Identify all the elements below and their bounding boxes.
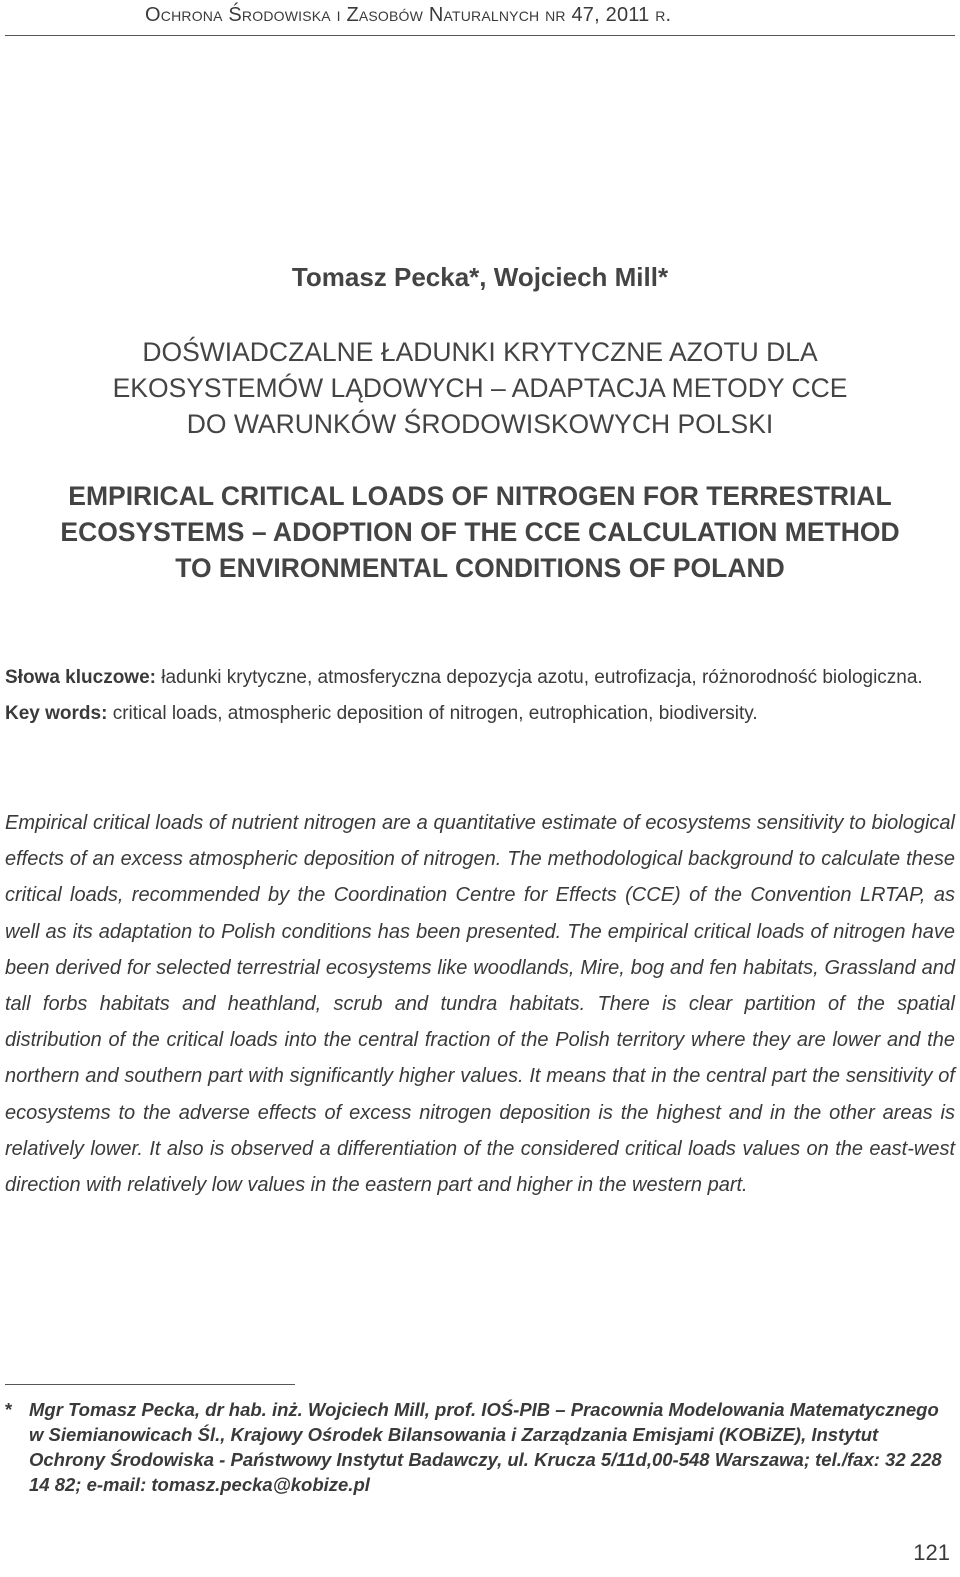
abstract: Empirical critical loads of nutrient nitrogen are a quantitative estimate of ecosystems sensitivity to biological effects of an excess atmospheric deposition of nitrogen. The methodological background to calculate these critical loads, recommended by the Coordination Centre for Effects (CCE) of the Convention LRTAP, as well as its adaptation to Polish conditions has been presented. The empirical critical loads of nitrogen have been derived for selected terrestrial ecosystems like woodlands, Mire, bog and fen habitats, Grassland and tall forbs habitats and heathland, scrub and tundra habitats. There is clear partition of the spatial distribution of the critical loads into the central fraction of the Polish territory where they are lower and the northern and southern part with significantly higher values. It means that in the central part the sensitivity of ecosystems to the adverse effects of excess nitrogen deposition is the highest and in the other areas is relatively lower. It also is observed a differentiation of the considered critical loads values on the east-west direction with relatively low values in the eastern part and higher in the western part. [5,812,955,1197]
keywords-polish [5,660,955,696]
keywords-english-text: critical loads, atmospheric deposition of nitrogen, eutrophication, biodiversity. [112,703,758,724]
title-polish-line: DO WARUNKÓW ŚRODOWISKOWYCH POLSKI [186,409,774,439]
footnote [5,1397,955,1497]
keywords-block [5,660,955,732]
running-header: Ochrona Środowiska i Zasobów Naturalnych nr 47, 2011 r. [145,4,672,26]
authors: Tomasz Pecka*, Wojciech Mill* [291,262,669,292]
keywords-english-label: Key words: [5,703,108,724]
title-english-line: EMPIRICAL CRITICAL LOADS OF NITROGEN FOR TERRESTRIAL [68,481,892,511]
title-english-line: TO ENVIRONMENTAL CONDITIONS OF POLAND [175,553,785,583]
header-rule [5,35,955,36]
title-polish-line: DOŚWIADCZALNE ŁADUNKI KRYTYCZNE AZOTU DLA [142,337,818,367]
title-english [0,478,960,586]
footnote-rule [5,1384,295,1385]
keywords-english [5,696,955,732]
page-number: 121 [913,1540,950,1565]
keywords-polish-label: Słowa kluczowe: [5,667,156,688]
title-english-line: ECOSYSTEMS – ADOPTION OF THE CCE CALCULATION METHOD [60,517,900,547]
keywords-polish-text: ładunki krytyczne, atmosferyczna depozycja azotu, eutrofizacja, różnorodność biologiczna. [161,667,923,688]
title-polish [0,334,960,442]
title-polish-line: EKOSYSTEMÓW LĄDOWYCH – ADAPTACJA METODY CCE [112,373,848,403]
footnote-mark: * [5,1399,13,1420]
footnote-text: Mgr Tomasz Pecka, dr hab. inż. Wojciech Mill, prof. IOŚ-PIB – Pracownia Modelowania Matematycznego w Siemianowicach Śl., Krajowy Ośrodek Bilansowania i Zarządzania Emisjami (KOBiZE), Instytut Ochrony Środowiska - Państwowy Instytut Badawczy, ul. Krucza 5/11d,00-548 Warszawa; tel./fax: 32 228 14 82; e-mail: tomasz.pecka@kobize.pl [29,1399,942,1495]
